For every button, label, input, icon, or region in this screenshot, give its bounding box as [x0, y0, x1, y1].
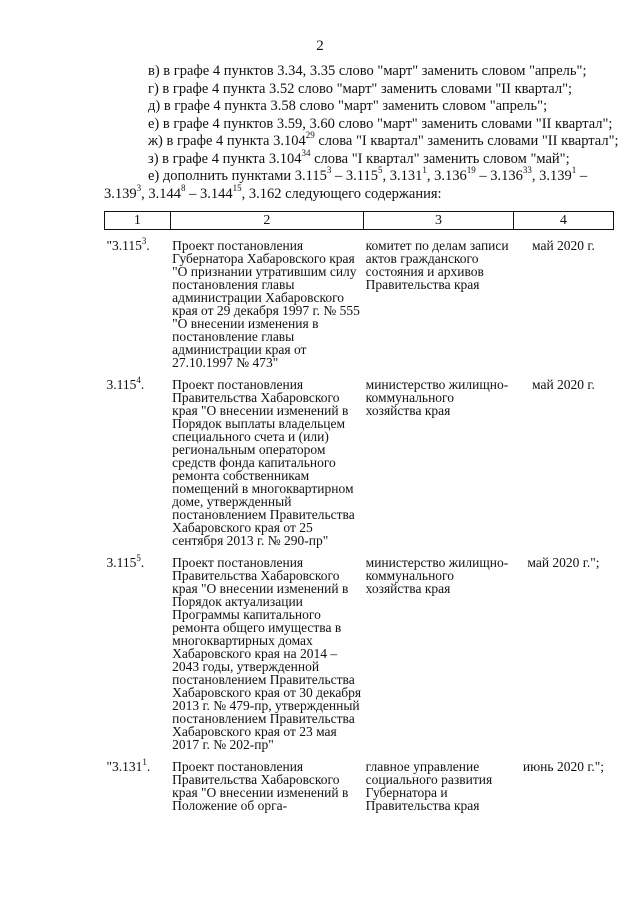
item-deadline: май 2020 г."; [527, 555, 600, 570]
item-description: Проект постановления Правительства Хабаровского края "О внесении изменений в Положение об орга- [172, 759, 349, 813]
column-header: 4 [513, 212, 613, 230]
table-row [105, 751, 614, 812]
amendment-list [104, 63, 619, 203]
amendment-line: з) в графе 4 пункта 3.104$^{34}$ слова "I квартал" заменить словом "май"; [148, 147, 570, 167]
table-row [105, 369, 614, 547]
plan-table [104, 211, 614, 812]
column-header: 2 [170, 212, 364, 230]
amendment-line: д) в графе 4 пункта 3.58 слово "март" заменить словом "апрель"; [148, 98, 548, 114]
item-responsible: комитет по делам записи актов гражданского состояния и архивов Правительства края [365, 238, 509, 292]
item-deadline: май 2020 г. [532, 238, 595, 253]
page-number: 2 [316, 38, 324, 54]
amendment-line: ж) в графе 4 пункта 3.104$^{29}$ слова "I квартал" заменить словами "II квартал"; [148, 130, 619, 149]
table-header-row [105, 212, 614, 230]
item-deadline: июнь 2020 г."; [522, 759, 604, 774]
item-responsible: министерство жилищно-коммунального хозяйства края [365, 555, 509, 596]
item-number: "3.131$^1$. [106, 756, 151, 774]
amendment-line: е) в графе 4 пунктов 3.59, 3.60 слово "март" заменить словами "II квартал"; [148, 115, 613, 132]
amendment-line: е) дополнить пунктами 3.115$^3$ – 3.115$^5$, 3.131$^1$, 3.136$^{19}$ – 3.136$^{33}$, 3.139$^1$ – [148, 165, 588, 184]
table-row [105, 547, 614, 751]
item-deadline: май 2020 г. [532, 377, 595, 392]
table-row [105, 230, 614, 370]
amendment-line-continuation: 3.139$^3$, 3.144$^8$ – 3.144$^{15}$, 3.162 следующего содержания: [104, 182, 442, 202]
item-responsible: министерство жилищно-коммунального хозяйства края [365, 377, 509, 418]
item-description: Проект постановления Правительства Хабаровского края "О внесении изменений в Порядок актуализации Программы капитального ремонта общего имущества в многоквартирных домах Хабаровского края на 2014 – 2043 годы, утвержденной постановлением Правительства Хабаровского края от 30 декабря 2013 г. № 479-пр, утвержденный постановлением Правительства Хабаровского края от 23 мая 2017 г. № 202-пр" [172, 555, 362, 752]
item-description: Проект постановления Правительства Хабаровского края "О внесении изменений в Порядок выплаты владельцем специального счета и (или) региональным оператором средств фонда капитального ремонта собственникам помещений в многоквартирном доме, утвержденный постановлением Правительства Хабаровского края от 25 сентября 2013 г. № 290-пр" [172, 377, 355, 548]
column-header: 1 [105, 212, 171, 230]
item-number: 3.115$^4$. [106, 374, 145, 392]
item-number: 3.115$^5$. [106, 552, 145, 570]
item-responsible: главное управление социального развития Губернатора и Правительства края [365, 759, 493, 813]
item-description: Проект постановления Губернатора Хабаровского края "О признании утратившим силу постановления главы администрации Хабаровского края от 29 декабря 1997 г. № 555 "О внесении изменения в постановление главы администрации края от 27.10.1997 № 473" [172, 238, 360, 370]
item-number: "3.115$^3$. [106, 235, 150, 253]
amendment-line: в) в графе 4 пунктов 3.34, 3.35 слово "март" заменить словом "апрель"; [148, 63, 587, 79]
column-header: 3 [364, 212, 514, 230]
amendment-line: г) в графе 4 пункта 3.52 слово "март" заменить словами "II квартал"; [148, 80, 573, 97]
